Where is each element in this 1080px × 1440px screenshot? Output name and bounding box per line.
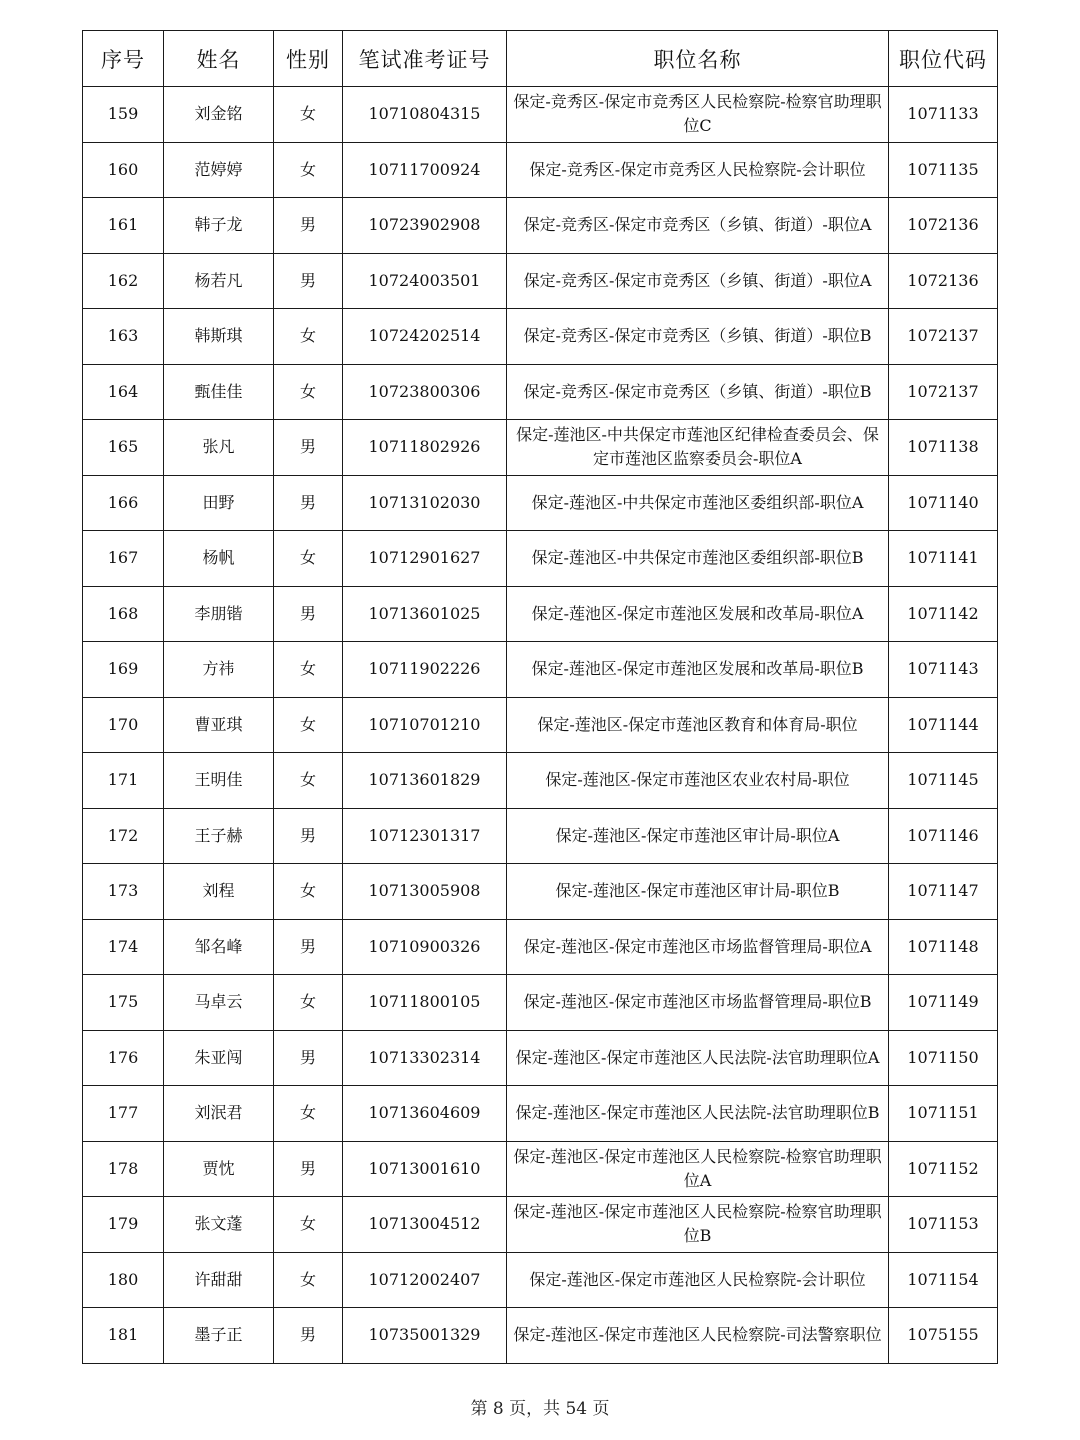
cell-exam-id: 10710701210 bbox=[343, 697, 507, 753]
table-row bbox=[83, 420, 998, 476]
cell-code: 1071144 bbox=[889, 697, 998, 753]
cell-name: 韩斯琪 bbox=[164, 309, 274, 365]
cell-code: 1071154 bbox=[889, 1252, 998, 1308]
table-row bbox=[83, 253, 998, 309]
cell-name: 方祎 bbox=[164, 642, 274, 698]
cell-exam-id: 10724202514 bbox=[343, 309, 507, 365]
cell-gender: 男 bbox=[274, 253, 343, 309]
table-row bbox=[83, 364, 998, 420]
cell-name: 刘金铭 bbox=[164, 87, 274, 143]
cell-seq: 160 bbox=[83, 142, 164, 198]
cell-code: 1072137 bbox=[889, 309, 998, 365]
cell-code: 1075155 bbox=[889, 1308, 998, 1364]
header-exam-id: 笔试准考证号 bbox=[343, 31, 507, 87]
cell-name: 曹亚琪 bbox=[164, 697, 274, 753]
table-row bbox=[83, 142, 998, 198]
cell-gender: 女 bbox=[274, 753, 343, 809]
cell-seq: 167 bbox=[83, 531, 164, 587]
cell-exam-id: 10713604609 bbox=[343, 1086, 507, 1142]
cell-position: 保定-莲池区-保定市莲池区审计局-职位A bbox=[507, 808, 889, 864]
cell-exam-id: 10735001329 bbox=[343, 1308, 507, 1364]
cell-code: 1071145 bbox=[889, 753, 998, 809]
cell-name: 韩子龙 bbox=[164, 198, 274, 254]
cell-name: 朱亚闯 bbox=[164, 1030, 274, 1086]
table-row bbox=[83, 531, 998, 587]
table-row bbox=[83, 475, 998, 531]
cell-name: 邹名峰 bbox=[164, 919, 274, 975]
table-row bbox=[83, 864, 998, 920]
table-row bbox=[83, 1252, 998, 1308]
table-row bbox=[83, 753, 998, 809]
cell-position: 保定-竞秀区-保定市竞秀区（乡镇、街道）-职位B bbox=[507, 309, 889, 365]
cell-gender: 男 bbox=[274, 1308, 343, 1364]
cell-gender: 女 bbox=[274, 1086, 343, 1142]
cell-seq: 171 bbox=[83, 753, 164, 809]
cell-gender: 女 bbox=[274, 364, 343, 420]
cell-seq: 180 bbox=[83, 1252, 164, 1308]
cell-position: 保定-莲池区-保定市莲池区人民检察院-司法警察职位 bbox=[507, 1308, 889, 1364]
cell-exam-id: 10713005908 bbox=[343, 864, 507, 920]
cell-code: 1071151 bbox=[889, 1086, 998, 1142]
cell-seq: 173 bbox=[83, 864, 164, 920]
cell-seq: 159 bbox=[83, 87, 164, 143]
cell-exam-id: 10713001610 bbox=[343, 1141, 507, 1197]
cell-code: 1071152 bbox=[889, 1141, 998, 1197]
cell-position: 保定-莲池区-保定市莲池区人民检察院-检察官助理职位A bbox=[507, 1141, 889, 1197]
cell-gender: 女 bbox=[274, 1252, 343, 1308]
table-row bbox=[83, 198, 998, 254]
cell-name: 许甜甜 bbox=[164, 1252, 274, 1308]
cell-position: 保定-竞秀区-保定市竞秀区人民检察院-检察官助理职位C bbox=[507, 87, 889, 143]
cell-position: 保定-莲池区-保定市莲池区发展和改革局-职位B bbox=[507, 642, 889, 698]
cell-name: 张凡 bbox=[164, 420, 274, 476]
cell-code: 1071140 bbox=[889, 475, 998, 531]
cell-name: 杨若凡 bbox=[164, 253, 274, 309]
cell-code: 1072136 bbox=[889, 198, 998, 254]
cell-exam-id: 10723902908 bbox=[343, 198, 507, 254]
cell-gender: 男 bbox=[274, 420, 343, 476]
cell-seq: 172 bbox=[83, 808, 164, 864]
cell-position: 保定-莲池区-中共保定市莲池区委组织部-职位A bbox=[507, 475, 889, 531]
cell-seq: 178 bbox=[83, 1141, 164, 1197]
cell-position: 保定-莲池区-中共保定市莲池区纪律检查委员会、保定市莲池区监察委员会-职位A bbox=[507, 420, 889, 476]
cell-seq: 169 bbox=[83, 642, 164, 698]
cell-seq: 165 bbox=[83, 420, 164, 476]
cell-exam-id: 10713102030 bbox=[343, 475, 507, 531]
cell-name: 刘程 bbox=[164, 864, 274, 920]
cell-code: 1071142 bbox=[889, 586, 998, 642]
cell-seq: 181 bbox=[83, 1308, 164, 1364]
cell-seq: 168 bbox=[83, 586, 164, 642]
cell-exam-id: 10710804315 bbox=[343, 87, 507, 143]
cell-code: 1071146 bbox=[889, 808, 998, 864]
cell-name: 杨帆 bbox=[164, 531, 274, 587]
cell-code: 1071143 bbox=[889, 642, 998, 698]
cell-gender: 女 bbox=[274, 87, 343, 143]
table-row bbox=[83, 642, 998, 698]
table-row bbox=[83, 1308, 998, 1364]
cell-name: 张文蓬 bbox=[164, 1197, 274, 1253]
cell-gender: 男 bbox=[274, 1030, 343, 1086]
cell-seq: 163 bbox=[83, 309, 164, 365]
cell-code: 1071149 bbox=[889, 975, 998, 1031]
cell-gender: 女 bbox=[274, 1197, 343, 1253]
table-row bbox=[83, 1086, 998, 1142]
table-row bbox=[83, 1141, 998, 1197]
cell-position: 保定-莲池区-保定市莲池区教育和体育局-职位 bbox=[507, 697, 889, 753]
table-row bbox=[83, 919, 998, 975]
cell-exam-id: 10711902226 bbox=[343, 642, 507, 698]
table-row bbox=[83, 87, 998, 143]
table-header bbox=[83, 31, 998, 87]
cell-gender: 男 bbox=[274, 1141, 343, 1197]
cell-gender: 女 bbox=[274, 309, 343, 365]
cell-exam-id: 10713601025 bbox=[343, 586, 507, 642]
cell-gender: 男 bbox=[274, 475, 343, 531]
cell-seq: 174 bbox=[83, 919, 164, 975]
cell-name: 王明佳 bbox=[164, 753, 274, 809]
table-row bbox=[83, 697, 998, 753]
cell-name: 贾忱 bbox=[164, 1141, 274, 1197]
cell-position: 保定-莲池区-保定市莲池区农业农村局-职位 bbox=[507, 753, 889, 809]
cell-exam-id: 10711700924 bbox=[343, 142, 507, 198]
cell-seq: 177 bbox=[83, 1086, 164, 1142]
cell-position: 保定-莲池区-保定市莲池区人民检察院-检察官助理职位B bbox=[507, 1197, 889, 1253]
cell-position: 保定-莲池区-中共保定市莲池区委组织部-职位B bbox=[507, 531, 889, 587]
cell-seq: 175 bbox=[83, 975, 164, 1031]
cell-name: 刘泯君 bbox=[164, 1086, 274, 1142]
cell-gender: 女 bbox=[274, 531, 343, 587]
cell-exam-id: 10713302314 bbox=[343, 1030, 507, 1086]
header-name: 姓名 bbox=[164, 31, 274, 87]
table-row bbox=[83, 1197, 998, 1253]
table-row bbox=[83, 1030, 998, 1086]
cell-exam-id: 10713601829 bbox=[343, 753, 507, 809]
cell-gender: 女 bbox=[274, 864, 343, 920]
cell-exam-id: 10723800306 bbox=[343, 364, 507, 420]
header-code: 职位代码 bbox=[889, 31, 998, 87]
cell-gender: 男 bbox=[274, 586, 343, 642]
cell-code: 1072137 bbox=[889, 364, 998, 420]
cell-code: 1071148 bbox=[889, 919, 998, 975]
cell-code: 1072136 bbox=[889, 253, 998, 309]
cell-name: 马卓云 bbox=[164, 975, 274, 1031]
cell-position: 保定-莲池区-保定市莲池区审计局-职位B bbox=[507, 864, 889, 920]
cell-name: 甄佳佳 bbox=[164, 364, 274, 420]
cell-gender: 女 bbox=[274, 142, 343, 198]
cell-seq: 170 bbox=[83, 697, 164, 753]
page-number: 第 8 页，共 54 页 bbox=[470, 1399, 610, 1419]
cell-position: 保定-莲池区-保定市莲池区发展和改革局-职位A bbox=[507, 586, 889, 642]
cell-position: 保定-竞秀区-保定市竞秀区（乡镇、街道）-职位A bbox=[507, 253, 889, 309]
cell-code: 1071150 bbox=[889, 1030, 998, 1086]
cell-code: 1071147 bbox=[889, 864, 998, 920]
cell-seq: 166 bbox=[83, 475, 164, 531]
cell-position: 保定-竞秀区-保定市竞秀区人民检察院-会计职位 bbox=[507, 142, 889, 198]
table-row bbox=[83, 975, 998, 1031]
cell-gender: 男 bbox=[274, 198, 343, 254]
cell-position: 保定-莲池区-保定市莲池区市场监督管理局-职位A bbox=[507, 919, 889, 975]
cell-position: 保定-莲池区-保定市莲池区人民法院-法官助理职位B bbox=[507, 1086, 889, 1142]
table-row bbox=[83, 586, 998, 642]
table-row bbox=[83, 309, 998, 365]
cell-code: 1071135 bbox=[889, 142, 998, 198]
cell-name: 李朋锴 bbox=[164, 586, 274, 642]
cell-name: 田野 bbox=[164, 475, 274, 531]
cell-name: 墨子正 bbox=[164, 1308, 274, 1364]
cell-name: 范婷婷 bbox=[164, 142, 274, 198]
cell-exam-id: 10710900326 bbox=[343, 919, 507, 975]
cell-position: 保定-莲池区-保定市莲池区人民检察院-会计职位 bbox=[507, 1252, 889, 1308]
cell-name: 王子赫 bbox=[164, 808, 274, 864]
cell-gender: 女 bbox=[274, 697, 343, 753]
cell-code: 1071153 bbox=[889, 1197, 998, 1253]
table-body bbox=[83, 87, 998, 1364]
cell-gender: 女 bbox=[274, 975, 343, 1031]
cell-code: 1071133 bbox=[889, 87, 998, 143]
cell-position: 保定-莲池区-保定市莲池区人民法院-法官助理职位A bbox=[507, 1030, 889, 1086]
header-position: 职位名称 bbox=[507, 31, 889, 87]
header-gender: 性别 bbox=[274, 31, 343, 87]
cell-gender: 女 bbox=[274, 642, 343, 698]
cell-exam-id: 10713004512 bbox=[343, 1197, 507, 1253]
cell-exam-id: 10724003501 bbox=[343, 253, 507, 309]
cell-seq: 164 bbox=[83, 364, 164, 420]
cell-seq: 179 bbox=[83, 1197, 164, 1253]
cell-code: 1071138 bbox=[889, 420, 998, 476]
cell-position: 保定-竞秀区-保定市竞秀区（乡镇、街道）-职位B bbox=[507, 364, 889, 420]
cell-exam-id: 10712901627 bbox=[343, 531, 507, 587]
cell-gender: 男 bbox=[274, 808, 343, 864]
header-seq: 序号 bbox=[83, 31, 164, 87]
header-row bbox=[83, 31, 998, 87]
candidate-table bbox=[82, 30, 998, 1364]
cell-exam-id: 10711802926 bbox=[343, 420, 507, 476]
cell-gender: 男 bbox=[274, 919, 343, 975]
cell-position: 保定-竞秀区-保定市竞秀区（乡镇、街道）-职位A bbox=[507, 198, 889, 254]
cell-exam-id: 10712301317 bbox=[343, 808, 507, 864]
cell-seq: 176 bbox=[83, 1030, 164, 1086]
table-row bbox=[83, 808, 998, 864]
cell-position: 保定-莲池区-保定市莲池区市场监督管理局-职位B bbox=[507, 975, 889, 1031]
cell-exam-id: 10711800105 bbox=[343, 975, 507, 1031]
cell-code: 1071141 bbox=[889, 531, 998, 587]
cell-seq: 162 bbox=[83, 253, 164, 309]
cell-seq: 161 bbox=[83, 198, 164, 254]
cell-exam-id: 10712002407 bbox=[343, 1252, 507, 1308]
